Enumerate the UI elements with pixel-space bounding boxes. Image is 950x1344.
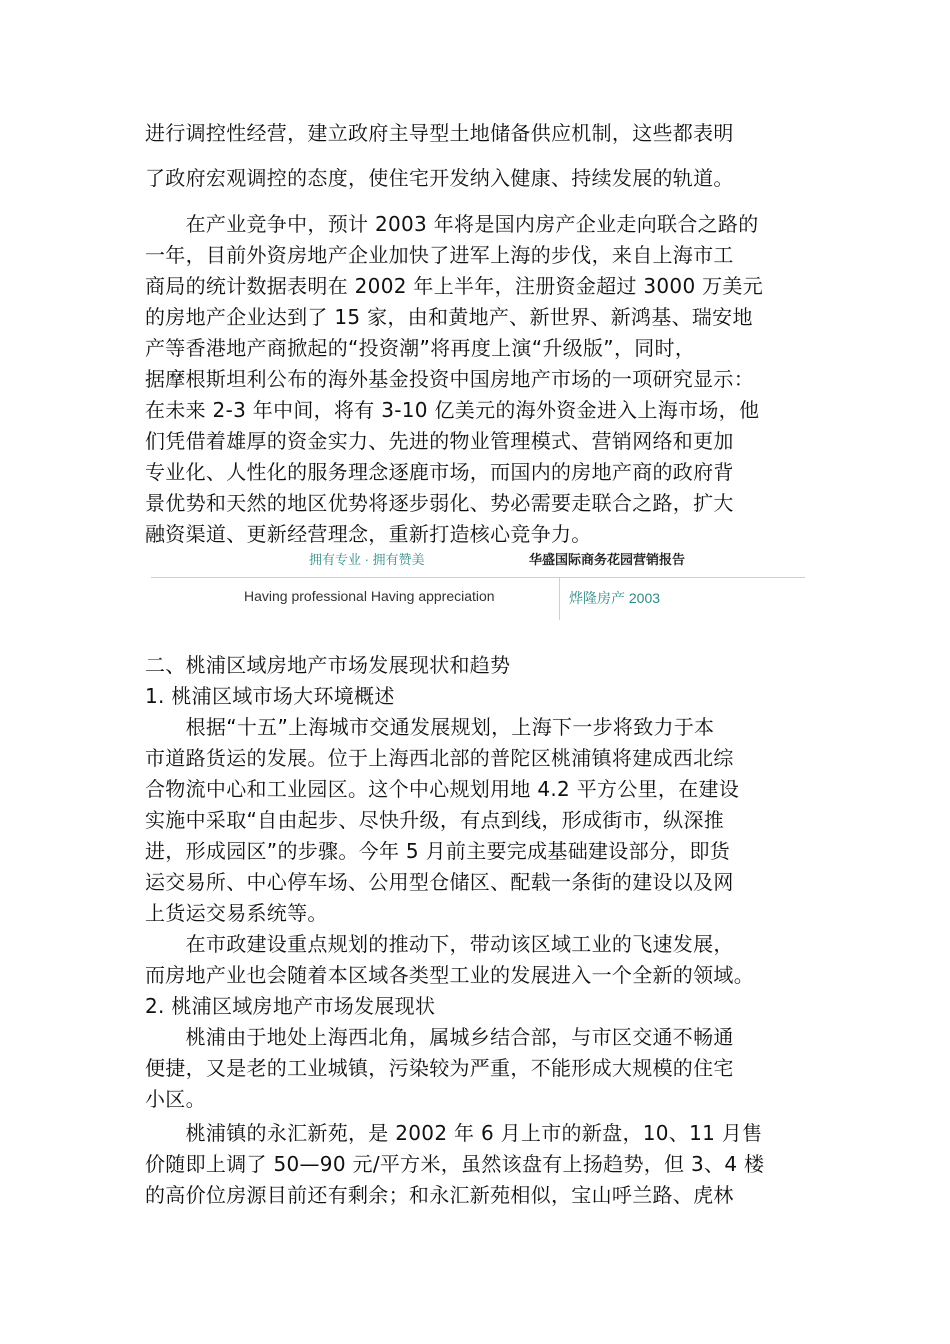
text-line: 进，形成园区”的步骤。今年 5 月前主要完成基础建设部分，即货: [145, 839, 731, 863]
text-line: 便捷，又是老的工业城镇，污染较为严重，不能形成大规模的住宅: [145, 1056, 734, 1080]
text-line: 的房地产企业达到了 15 家，由和黄地产、新世界、新鸿基、瑞安地: [145, 305, 753, 329]
text-line: 上货运交易系统等。: [145, 901, 328, 925]
text-line: 合物流中心和工业园区。这个中心规划用地 4.2 平方公里，在建设: [145, 777, 740, 801]
text-line: 融资渠道、更新经营理念，重新打造核心竞争力。: [145, 522, 592, 546]
text-line: 进行调控性经营，建立政府主导型土地储备供应机制，这些都表明: [145, 121, 734, 145]
text-line: 小区。: [145, 1087, 206, 1111]
text-line: 一年，目前外资房地产企业加快了进军上海的步伐，来自上海市工: [145, 243, 734, 267]
text-line: 根据“十五”上海城市交通发展规划，上海下一步将致力于本: [145, 715, 715, 739]
text-line: 价随即上调了 50—90 元/平方米，虽然该盘有上扬趋势，但 3、4 楼: [145, 1152, 765, 1176]
text-line: 市道路货运的发展。位于上海西北部的普陀区桃浦镇将建成西北综: [145, 746, 734, 770]
text-line: 了政府宏观调控的态度，使住宅开发纳入健康、持续发展的轨道。: [145, 166, 734, 190]
subsection-heading: 1. 桃浦区域市场大环境概述: [145, 684, 395, 708]
text-line: 产等香港地产商掀起的“投资潮”将再度上演“升级版”，同时，: [145, 336, 696, 360]
text-line: 在未来 2-3 年中间，将有 3-10 亿美元的海外资金进入上海市场，他: [145, 398, 760, 422]
footer-company: 烨隆房产 2003: [569, 590, 661, 606]
text-line: 的高价位房源目前还有剩余；和永汇新苑相似，宝山呼兰路、虎林: [145, 1183, 734, 1207]
text-line: 们凭借着雄厚的资金实力、先进的物业管理模式、营销网络和更加: [145, 429, 734, 453]
text-line: 桃浦镇的永汇新苑，是 2002 年 6 月上市的新盘，10、11 月售: [145, 1121, 763, 1145]
text-line: 而房地产业也会随着本区域各类型工业的发展进入一个全新的领域。: [145, 963, 754, 987]
text-line: 运交易所、中心停车场、公用型仓储区、配载一条街的建设以及网: [145, 870, 734, 894]
text-line: 在市政建设重点规划的推动下，带动该区域工业的飞速发展，: [145, 932, 734, 956]
subsection-heading: 2. 桃浦区域房地产市场发展现状: [145, 994, 436, 1018]
text-line: 在产业竞争中，预计 2003 年将是国内房产企业走向联合之路的: [145, 212, 759, 236]
text-line: 据摩根斯坦利公布的海外基金投资中国房地产市场的一项研究显示：: [145, 367, 754, 391]
header-divider: [151, 577, 805, 578]
footer-slogan: Having professional Having appreciation: [244, 588, 495, 604]
text-line: 专业化、人性化的服务理念逐鹿市场，而国内的房地产商的政府背: [145, 460, 734, 484]
text-line: 桃浦由于地处上海西北角，属城乡结合部，与市区交通不畅通: [145, 1025, 734, 1049]
footer-divider: [559, 578, 560, 620]
header-report-title: 华盛国际商务花园营销报告: [529, 552, 686, 567]
text-line: 实施中采取“自由起步、尽快升级，有点到线，形成街市，纵深推: [145, 808, 725, 832]
header-slogan: 拥有专业 · 拥有赞美: [309, 552, 425, 567]
text-line: 景优势和天然的地区优势将逐步弱化、势必需要走联合之路，扩大: [145, 491, 734, 515]
text-line: 商局的统计数据表明在 2002 年上半年，注册资金超过 3000 万美元: [145, 274, 764, 298]
section-heading: 二、桃浦区域房地产市场发展现状和趋势: [145, 653, 511, 677]
